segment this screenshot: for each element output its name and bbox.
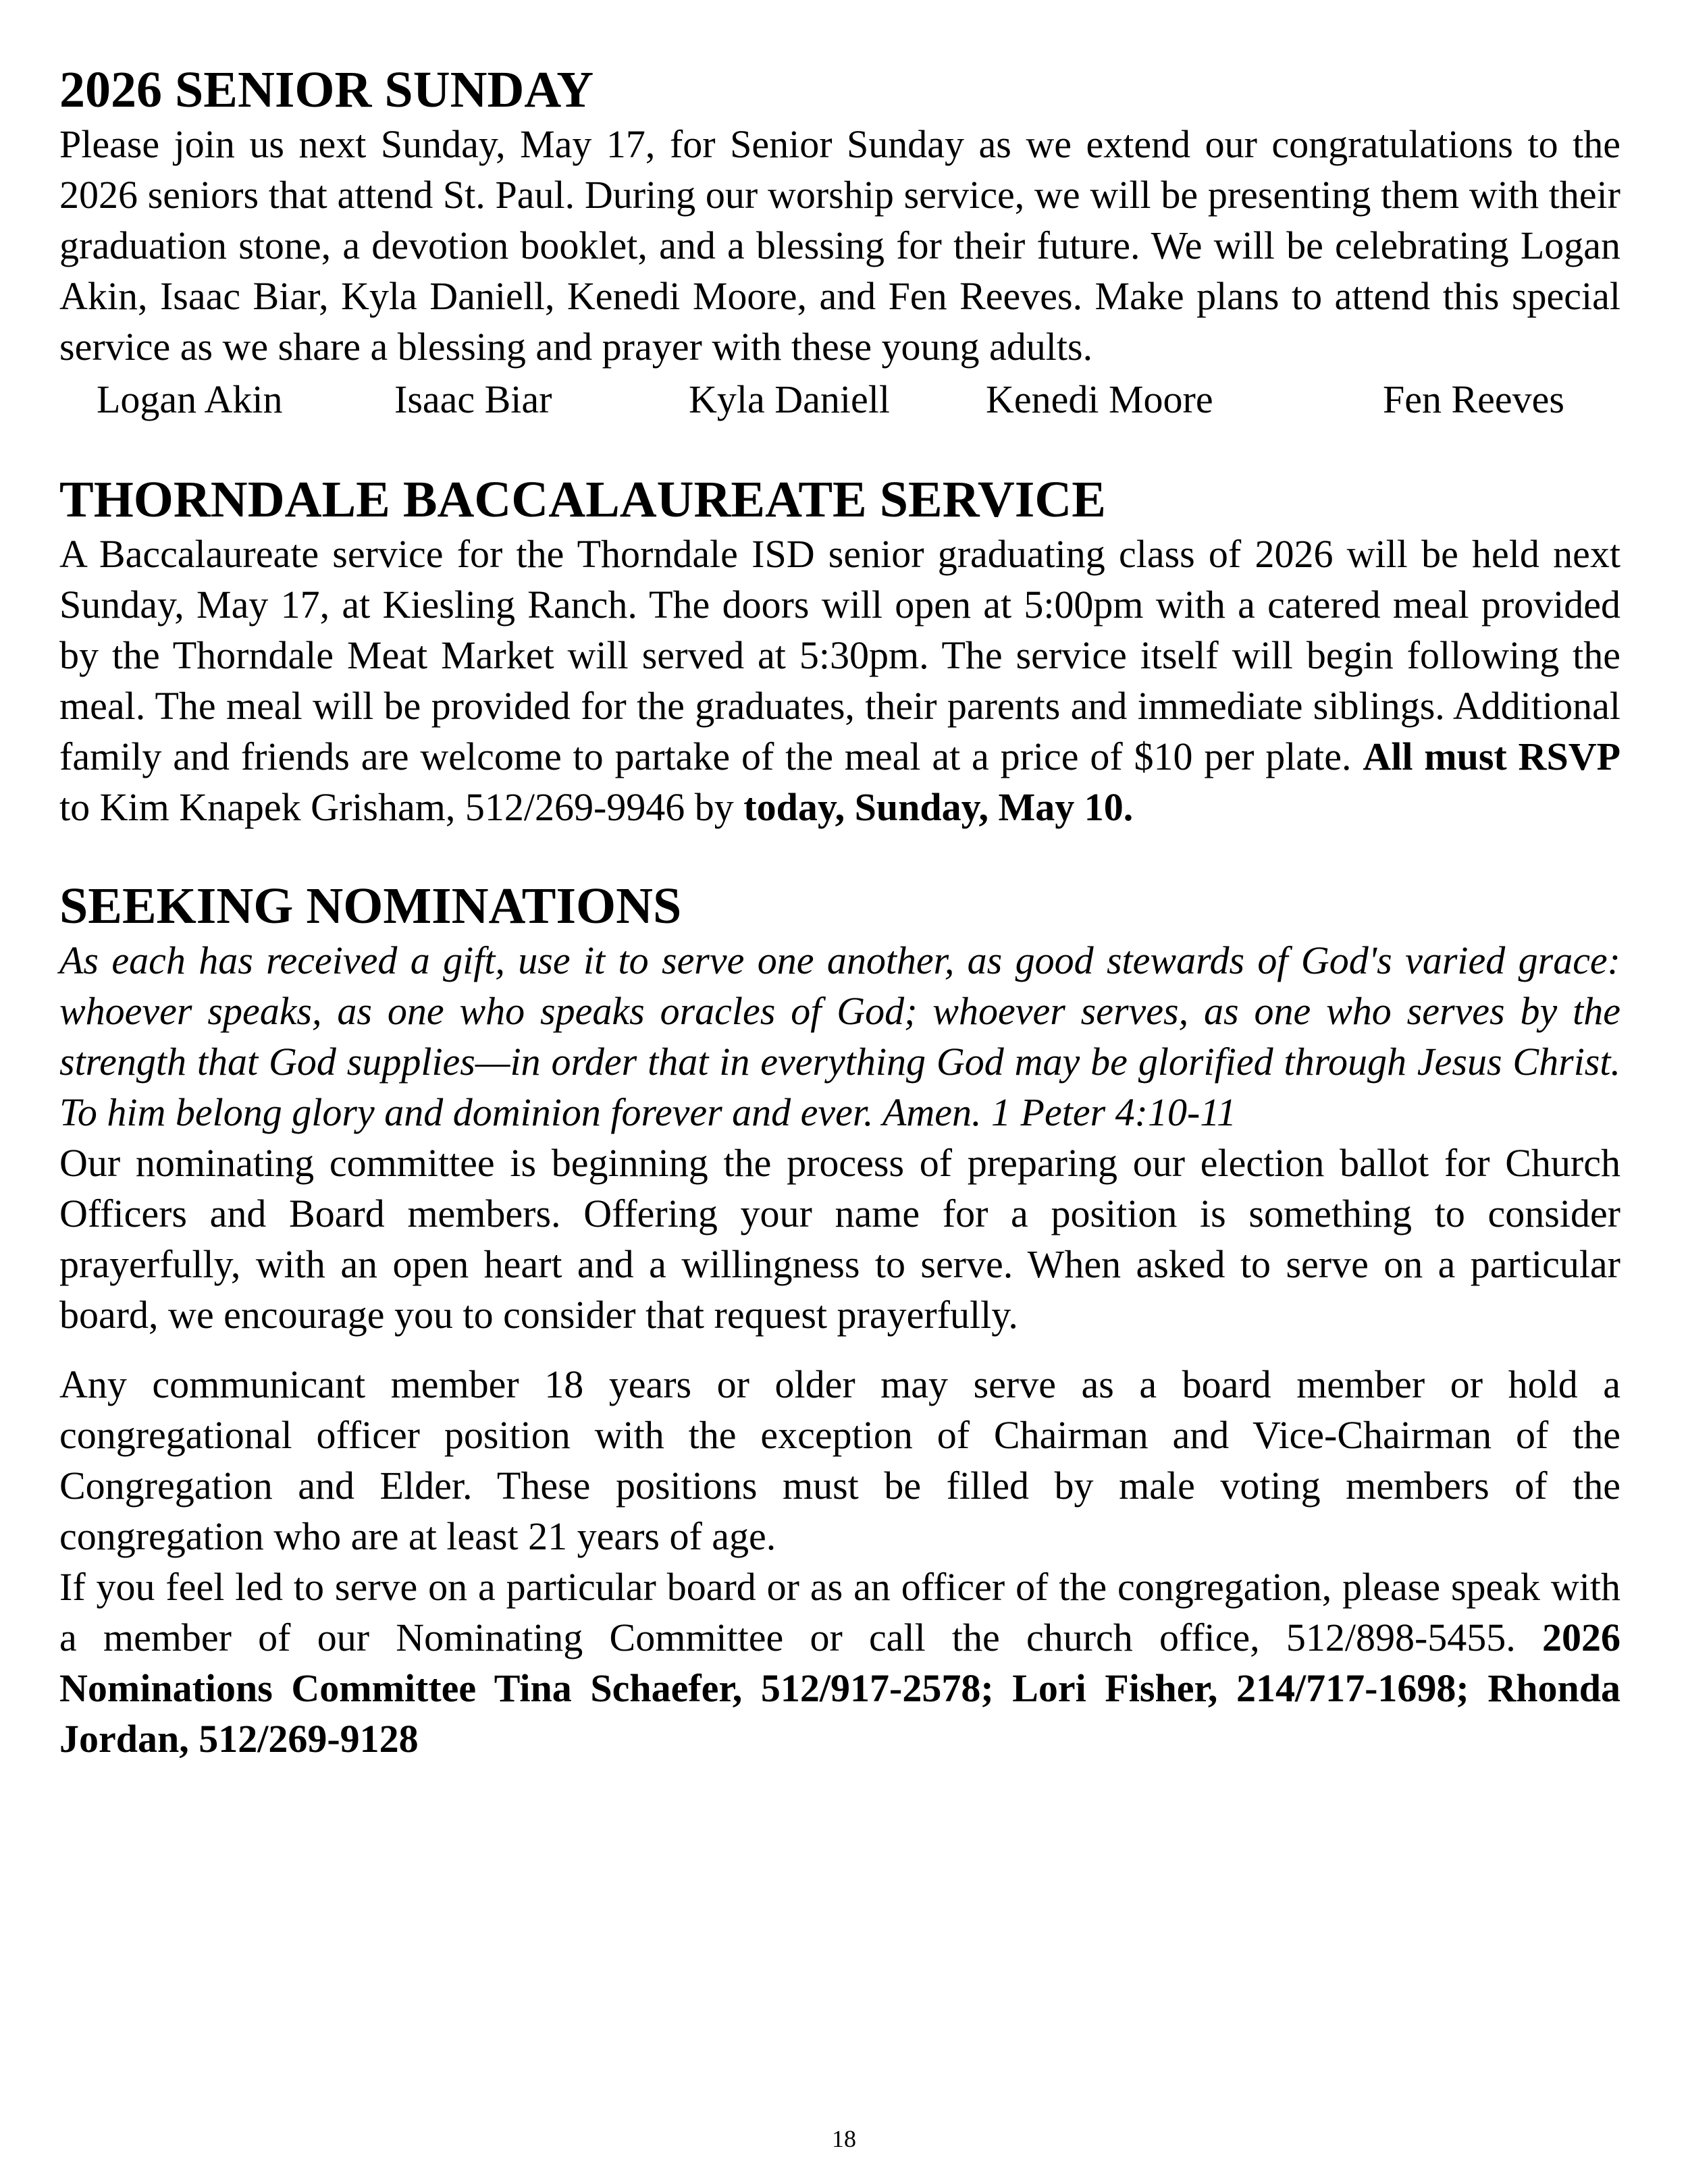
baccalaureate-heading: THORNDALE BACCALAUREATE SERVICE bbox=[59, 471, 1106, 528]
senior-name: Isaac Biar bbox=[394, 377, 552, 421]
rsvp-notice: All must RSVP bbox=[1363, 735, 1621, 778]
committee-members: 2026 Nominations Committee Tina Schaefer, 512/917-2578; Lori Fisher, 214/717-1698; Rhonda Jordan, 512/269-9128 bbox=[59, 1616, 1620, 1761]
baccalaureate-section bbox=[59, 471, 1620, 832]
nominations-section bbox=[59, 877, 1620, 1764]
scripture-quote: As each has received a gift, use it to serve one another, as good stewards of God's varied grace: whoever speaks, as one who speaks oracles of God; whoever serves, as one who serves by the strength that God supplies—in order that in everything God may be glorified through Jesus Christ. To him belong glory and dominion forever and ever. Amen. 1 Peter 4:10-11 bbox=[59, 938, 1620, 1134]
senior-name: Kenedi Moore bbox=[986, 377, 1213, 421]
bulletin-page bbox=[59, 61, 1620, 1764]
senior-sunday-section bbox=[59, 61, 1620, 426]
senior-name: Kyla Daniell bbox=[689, 377, 890, 421]
senior-sunday-body: Please join us next Sunday, May 17, for Senior Sunday as we extend our congratulations to the 2026 seniors that attend St. Paul. During our worship service, we will be presenting them with their graduation stone, a devotion booklet, and a blessing for their future. We will be celebrating Logan Akin, Isaac Biar, Kyla Daniell, Kenedi Moore, and Fen Reeves. Make plans to attend this special service as we share a blessing and prayer with these young adults. bbox=[59, 122, 1620, 369]
rsvp-contact: to Kim Knapek Grisham, 512/269-9946 by bbox=[59, 785, 744, 829]
baccalaureate-body bbox=[59, 529, 1620, 832]
senior-name: Fen Reeves bbox=[1383, 377, 1564, 421]
senior-names-row bbox=[59, 373, 1620, 426]
rsvp-deadline: today, Sunday, May 10. bbox=[743, 785, 1134, 829]
contact-paragraph bbox=[59, 1562, 1620, 1764]
nominations-heading: SEEKING NOMINATIONS bbox=[59, 878, 682, 934]
senior-sunday-heading: 2026 SENIOR SUNDAY bbox=[59, 61, 594, 118]
contact-text: If you feel led to serve on a particular board or as an officer of the congregation, please speak with a member of our Nominating Committee or call the church office, 512/898-5455. bbox=[59, 1565, 1620, 1659]
baccalaureate-text: A Baccalaureate service for the Thorndale ISD senior graduating class of 2026 will be held next Sunday, May 17, at Kiesling Ranch. The doors will open at 5:00pm with a catered meal provided by the Thorndale Meat Market will served at 5:30pm. The service itself will begin following the meal. The meal will be provided for the graduates, their parents and immediate siblings. Additional family and friends are welcome to partake of the meal at a price of $10 per plate. bbox=[59, 532, 1620, 778]
page-number: 18 bbox=[832, 2125, 856, 2152]
eligibility-paragraph: Any communicant member 18 years or older may serve as a board member or hold a congregational officer position with the exception of Chairman and Vice-Chairman of the Congregation and Elder. These positions must be filled by male voting members of the congregation who are at least 21 years of age. bbox=[59, 1362, 1620, 1558]
nominations-paragraph: Our nominating committee is beginning the process of preparing our election ballot for Church Officers and Board members. Offering your name for a position is something to consider prayerfully, with an open heart and a willingness to serve. When asked to serve on a particular board, we encourage you to consider that request prayerfully. bbox=[59, 1141, 1620, 1337]
senior-name: Logan Akin bbox=[97, 377, 283, 421]
